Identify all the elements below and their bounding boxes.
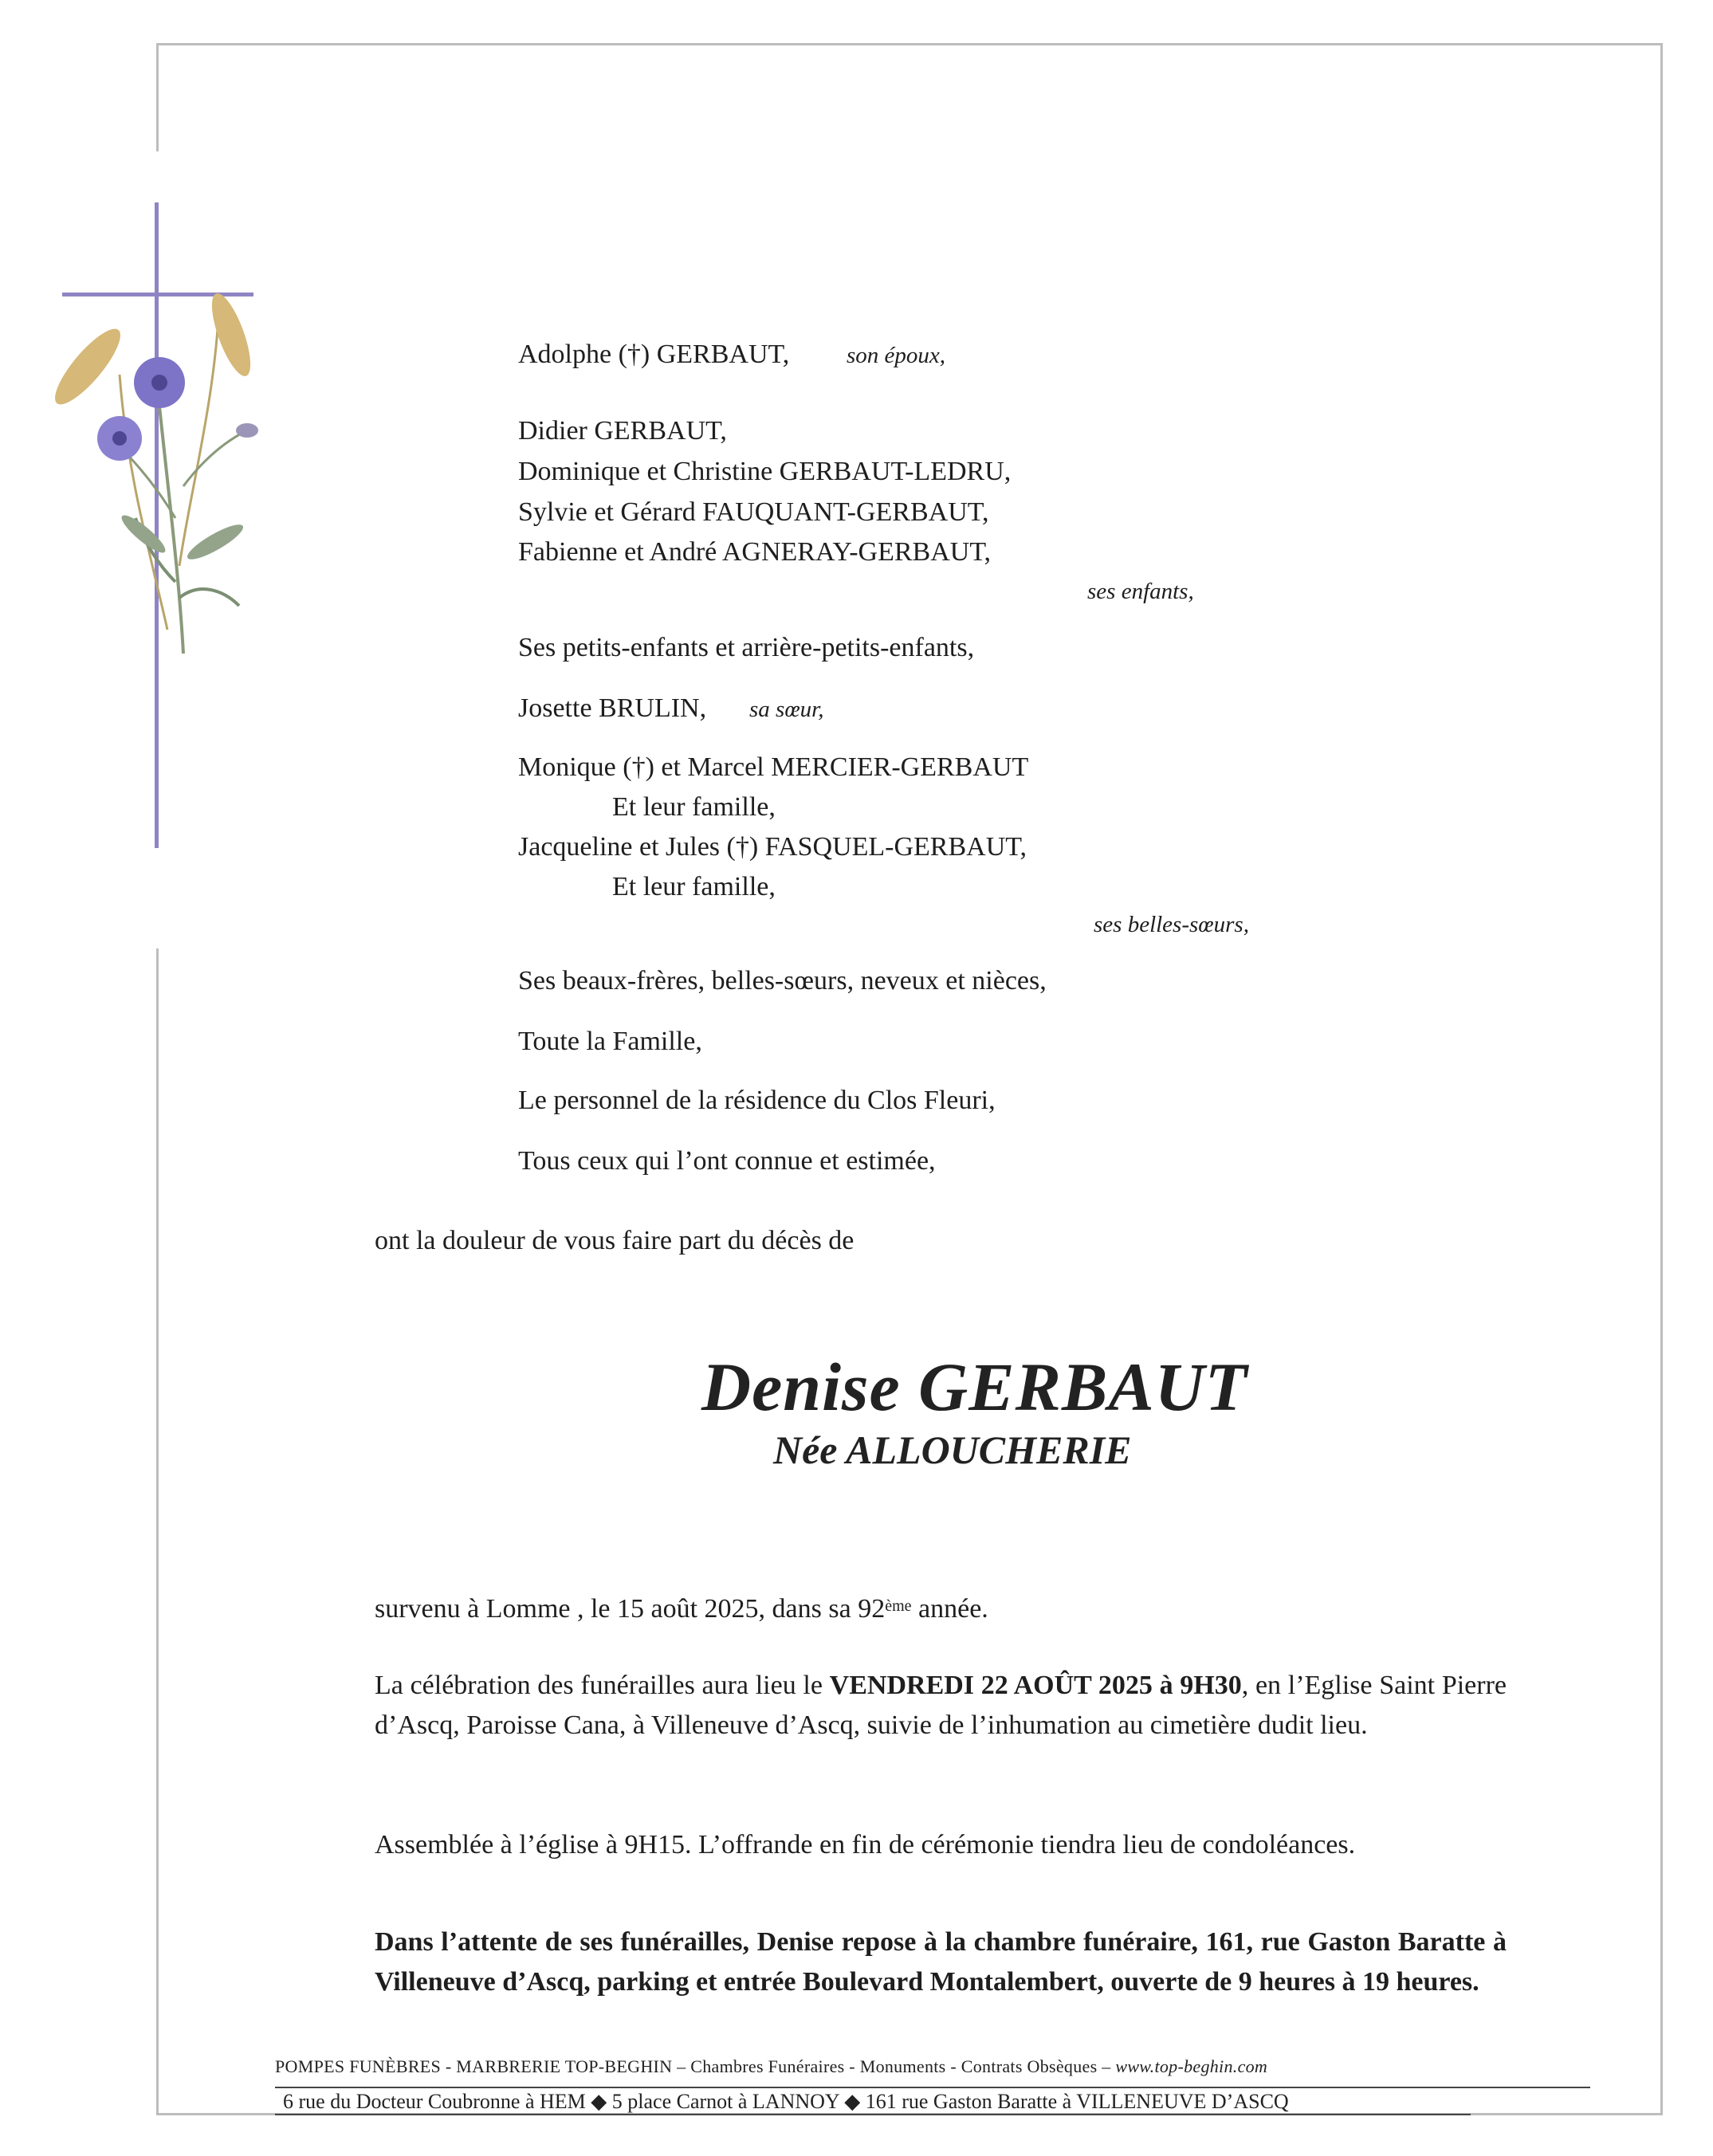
all-family-line: Toute la Famille, — [518, 1027, 702, 1056]
cornflower-wheat-illustration — [32, 279, 279, 693]
spouse-role: son époux, — [847, 343, 946, 368]
death-text: survenu à Lomme , le 15 août 2025, dans sa 92 — [375, 1594, 886, 1624]
footer-website[interactable]: www.top-beghin.com — [1115, 2056, 1268, 2076]
sister-in-law-1-family: Et leur famille, — [612, 792, 776, 822]
child-2: Dominique et Christine GERBAUT-LEDRU, — [518, 457, 1012, 486]
sister-in-law-2-family: Et leur famille, — [612, 872, 776, 901]
sister-name: Josette BRULIN, — [518, 693, 707, 723]
maiden-name: Née ALLOUCHERIE — [773, 1428, 1132, 1472]
footer-addresses: 6 rue du Docteur Coubronne à HEM ◆ 5 place Carnot à LANNOY ◆ 161 rue Gaston Baratte à VILLENEUVE D’ASCQ — [283, 2090, 1289, 2113]
announcement-line: ont la douleur de vous faire part du décès de — [375, 1226, 855, 1255]
death-details — [375, 1589, 1507, 1629]
footer-underline — [275, 2114, 1471, 2115]
funeral-place: , en l’Eglise Saint Pierre d’Ascq, Paroisse Cana, à Villeneuve d’Ascq, suivie de l’inhumation au cimetière dudit lieu. — [375, 1671, 1507, 1740]
ordinal-suffix: ème — [885, 1597, 912, 1615]
sisters-in-law-role: ses belles-sœurs, — [1094, 912, 1249, 937]
child-4: Fabienne et André AGNERAY-GERBAUT, — [518, 537, 992, 567]
sister-in-law-1: Monique (†) et Marcel MERCIER-GERBAUT — [518, 752, 1029, 782]
in-laws-line: Ses beaux-frères, belles-sœurs, neveux et nièces, — [518, 966, 1047, 996]
child-3: Sylvie et Gérard FAUQUANT-GERBAUT, — [518, 497, 989, 527]
funeral-intro: La célébration des funérailles aura lieu le — [375, 1671, 830, 1700]
rest-details: Dans l’attente de ses funérailles, Denise repose à la chambre funéraire, 161, rue Gaston Baratte à Villeneuve d’Ascq, parking et entrée Boulevard Montalembert, ouverte de 9 heures à 19 heures. — [375, 1927, 1507, 1997]
grandchildren-line: Ses petits-enfants et arrière-petits-enfants, — [518, 633, 975, 662]
assembly-details: Assemblée à l’église à 9H15. L’offrande en fin de cérémonie tiendra lieu de condoléances. — [375, 1830, 1356, 1860]
sister-in-law-2: Jacqueline et Jules (†) FASQUEL-GERBAUT, — [518, 832, 1027, 862]
staff-line: Le personnel de la résidence du Clos Fleuri, — [518, 1086, 996, 1115]
sister-role: sa sœur, — [749, 697, 824, 722]
child-1: Didier GERBAUT, — [518, 416, 727, 446]
children-role: ses enfants, — [1087, 579, 1194, 604]
deceased-name: Denise GERBAUT — [701, 1349, 1248, 1425]
footer-company-text: POMPES FUNÈBRES - MARBRERIE TOP-BEGHIN – Chambres Funéraires - Monuments - Contrats Obsèques – — [275, 2056, 1116, 2076]
footer-company — [275, 2056, 1267, 2077]
spouse-line — [518, 341, 789, 368]
funeral-date: VENDREDI 22 AOÛT 2025 à 9H30 — [829, 1671, 1242, 1700]
footer-divider — [275, 2087, 1590, 2088]
funeral-details — [375, 1666, 1507, 1746]
death-text-end: année. — [911, 1594, 988, 1624]
known-line: Tous ceux qui l’ont connue et estimée, — [518, 1146, 936, 1176]
spouse-name: Adolphe (†) GERBAUT, — [518, 340, 790, 369]
